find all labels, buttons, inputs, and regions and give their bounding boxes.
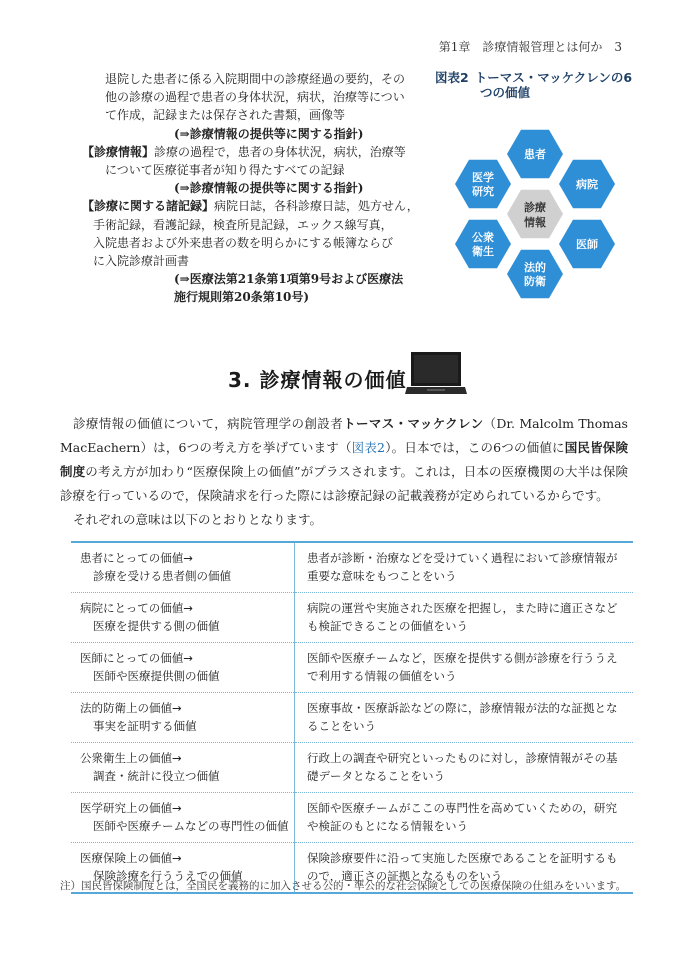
value-hexagon-label: 医師 bbox=[576, 238, 598, 251]
value-description-line: 重要な意味をもつことをいう bbox=[307, 569, 457, 583]
value-title: 病院にとっての価値→ bbox=[80, 601, 193, 615]
value-description-line: 保険診療要件に沿って実施した医療であることを証明するも bbox=[307, 851, 618, 865]
value-title-cell bbox=[71, 743, 295, 793]
value-description-cell bbox=[295, 793, 634, 843]
value-title: 公衆衛生上の価値→ bbox=[80, 751, 182, 765]
value-description-line: 医師や医療チームなど，医療を提供する側が診療を行ううえ bbox=[307, 651, 618, 665]
law-reference: (⇒診療情報の提供等に関する指針) bbox=[174, 126, 364, 141]
value-description-line: で利用する情報の価値をいう bbox=[307, 669, 457, 683]
law-reference: 施行規則第20条第10号) bbox=[174, 290, 310, 305]
value-description-cell bbox=[295, 643, 634, 693]
value-hexagon-label: 防衛 bbox=[524, 275, 546, 288]
definition-term-row bbox=[82, 197, 427, 215]
center-hexagon bbox=[507, 190, 563, 238]
definition-line: 手術記録，看護記録，検査所見記録，エックス線写真， bbox=[93, 217, 393, 232]
figure-title-line: つの価値 bbox=[480, 85, 531, 100]
value-subtitle: 医師や医療提供側の価値 bbox=[93, 669, 220, 683]
value-hexagon-label: 衛生 bbox=[472, 245, 494, 258]
definition-line: 退院した患者に係る入院期間中の診療経過の要約，その bbox=[105, 72, 406, 86]
laptop-icon bbox=[405, 351, 467, 395]
value-hexagon bbox=[455, 160, 511, 208]
figure-title bbox=[435, 70, 635, 100]
law-reference: (⇒診療情報の提供等に関する指針) bbox=[174, 181, 364, 196]
definition-line: に入院診療計画書 bbox=[93, 254, 190, 269]
table-row bbox=[71, 743, 633, 793]
figure-reference-link[interactable]: 図表2 bbox=[351, 440, 385, 455]
value-hexagon-label: 研究 bbox=[472, 185, 494, 198]
value-hexagon-label: 法的 bbox=[524, 261, 546, 274]
definition-line: 診療の過程で，患者の身体状況，病状，治療等 bbox=[154, 144, 406, 159]
value-hexagon bbox=[455, 220, 511, 268]
value-subtitle: 事実を証明する価値 bbox=[93, 719, 197, 733]
value-title-cell bbox=[71, 693, 295, 743]
body-paragraph bbox=[60, 412, 628, 508]
value-hexagon bbox=[507, 250, 563, 298]
value-hexagon-label: 病院 bbox=[576, 178, 598, 191]
table-row bbox=[71, 793, 633, 843]
definition-term-row bbox=[82, 143, 427, 161]
person-name: トーマス・マッケクレン bbox=[343, 416, 484, 431]
definition-line: 他の診療の過程で患者の身体状況，病状，治療等につい bbox=[105, 90, 405, 105]
body-text-run: 診療情報の価値について，病院管理学の創設者 bbox=[73, 416, 344, 431]
definition-line: 病院日誌，各科診療日誌，処方せん， bbox=[214, 199, 419, 214]
body-text-run: （Dr. Malcolm Thomas MacEachern）は，6つの考え方を挙げています（ bbox=[60, 416, 628, 455]
figure-label: 図表2 bbox=[435, 70, 469, 85]
term-label: 【診療情報】 bbox=[82, 144, 155, 159]
value-title: 医療保険上の価値→ bbox=[80, 851, 182, 865]
value-description-line: 医療事故・医療訴訟などの際に，診療情報が法的な証拠とな bbox=[307, 701, 618, 715]
definitions-block bbox=[82, 70, 427, 307]
value-subtitle: 医師や医療チームなどの専門性の価値 bbox=[93, 819, 289, 833]
value-description-line: 病院の運営や実施された医療を把握し，また時に適正さなど bbox=[307, 601, 618, 615]
body-text-run: ）。日本では，この6つの価値に bbox=[385, 440, 565, 455]
value-subtitle: 診療を受ける患者側の価値 bbox=[93, 569, 231, 583]
keyword: 国民皆保険制度 bbox=[60, 440, 628, 479]
value-hexagon-label: 患者 bbox=[524, 148, 546, 161]
term-label: 【診療に関する諸記録】 bbox=[82, 199, 215, 214]
value-description-cell bbox=[295, 593, 634, 643]
value-description-line: 患者が診断・治療などを受けていく過程において診療情報が bbox=[307, 551, 618, 565]
value-title: 法的防衛上の価値→ bbox=[80, 701, 182, 715]
center-label-line: 情報 bbox=[524, 216, 546, 229]
value-description-line: や検証のもとになる情報をいう bbox=[307, 819, 468, 833]
center-label-line: 診療 bbox=[524, 201, 546, 214]
value-title-cell bbox=[71, 593, 295, 643]
values-table bbox=[71, 541, 633, 894]
value-title-cell bbox=[71, 542, 295, 593]
footnote: 注）国民皆保険制度とは，全国民を義務的に加入させる公的・準公的な社会保険としての医療保険の仕組みをいいます。 bbox=[60, 880, 627, 892]
value-title: 医学研究上の価値→ bbox=[80, 801, 182, 815]
value-subtitle: 調査・統計に役立つ価値 bbox=[93, 769, 220, 783]
value-description-line: も検証できることの価値をいう bbox=[307, 619, 468, 633]
hexagon-diagram bbox=[435, 104, 635, 314]
definition-line: 入院患者および外来患者の数を明らかにする帳簿ならび bbox=[93, 235, 394, 250]
value-title-cell bbox=[71, 793, 295, 843]
value-description-line: 医師や医療チームがここの専門性を高めていくための，研究 bbox=[307, 801, 618, 815]
value-description-cell bbox=[295, 693, 634, 743]
value-description-cell bbox=[295, 743, 634, 793]
table-row bbox=[71, 643, 633, 693]
page-header: 第1章 診療情報管理とは何か 3 bbox=[438, 40, 622, 54]
value-description-line: 礎データとなることをいう bbox=[307, 769, 445, 783]
value-subtitle: 保険診療を行ううえでの価値 bbox=[93, 869, 243, 883]
value-title-cell bbox=[71, 643, 295, 693]
definition-line: て作成，記録または保存された書類，画像等 bbox=[105, 108, 346, 123]
value-hexagon-label: 公衆 bbox=[472, 231, 494, 244]
body-paragraph: それぞれの意味は以下のとおりとなります。 bbox=[73, 512, 323, 527]
section-heading: 3. 診療情報の価値 bbox=[228, 368, 407, 392]
value-hexagon-label: 医学 bbox=[472, 171, 494, 184]
table-row bbox=[71, 593, 633, 643]
table-row bbox=[71, 693, 633, 743]
table-row bbox=[71, 542, 633, 593]
body-text bbox=[60, 412, 628, 532]
law-reference: (⇒医療法第21条第1項第9号および医療法 bbox=[174, 272, 404, 287]
figure-title-line: トーマス・マッケクレンの6 bbox=[474, 70, 633, 85]
value-title: 患者にとっての価値→ bbox=[80, 551, 193, 565]
value-description-cell bbox=[295, 542, 634, 593]
value-description-line: ので，適正さの証拠となるものをいう bbox=[307, 869, 503, 883]
value-title: 医師にとっての価値→ bbox=[80, 651, 193, 665]
body-text-run: の考え方が加わり“医療保険上の価値”がプラスされます。これは，日本の医療機関の大半は保険診療を行っているので，保険請求を行った際には診療記録の記載義務が定められているからです。 bbox=[60, 464, 628, 503]
value-description-line: ることをいう bbox=[307, 719, 376, 733]
figure-2 bbox=[435, 70, 635, 318]
value-description-line: 行政上の調査や研究といったものに対し，診療情報がその基 bbox=[307, 751, 618, 765]
value-subtitle: 医療を提供する側の価値 bbox=[93, 619, 220, 633]
definition-line: について医療従事者が知り得たすべての記録 bbox=[105, 163, 345, 178]
